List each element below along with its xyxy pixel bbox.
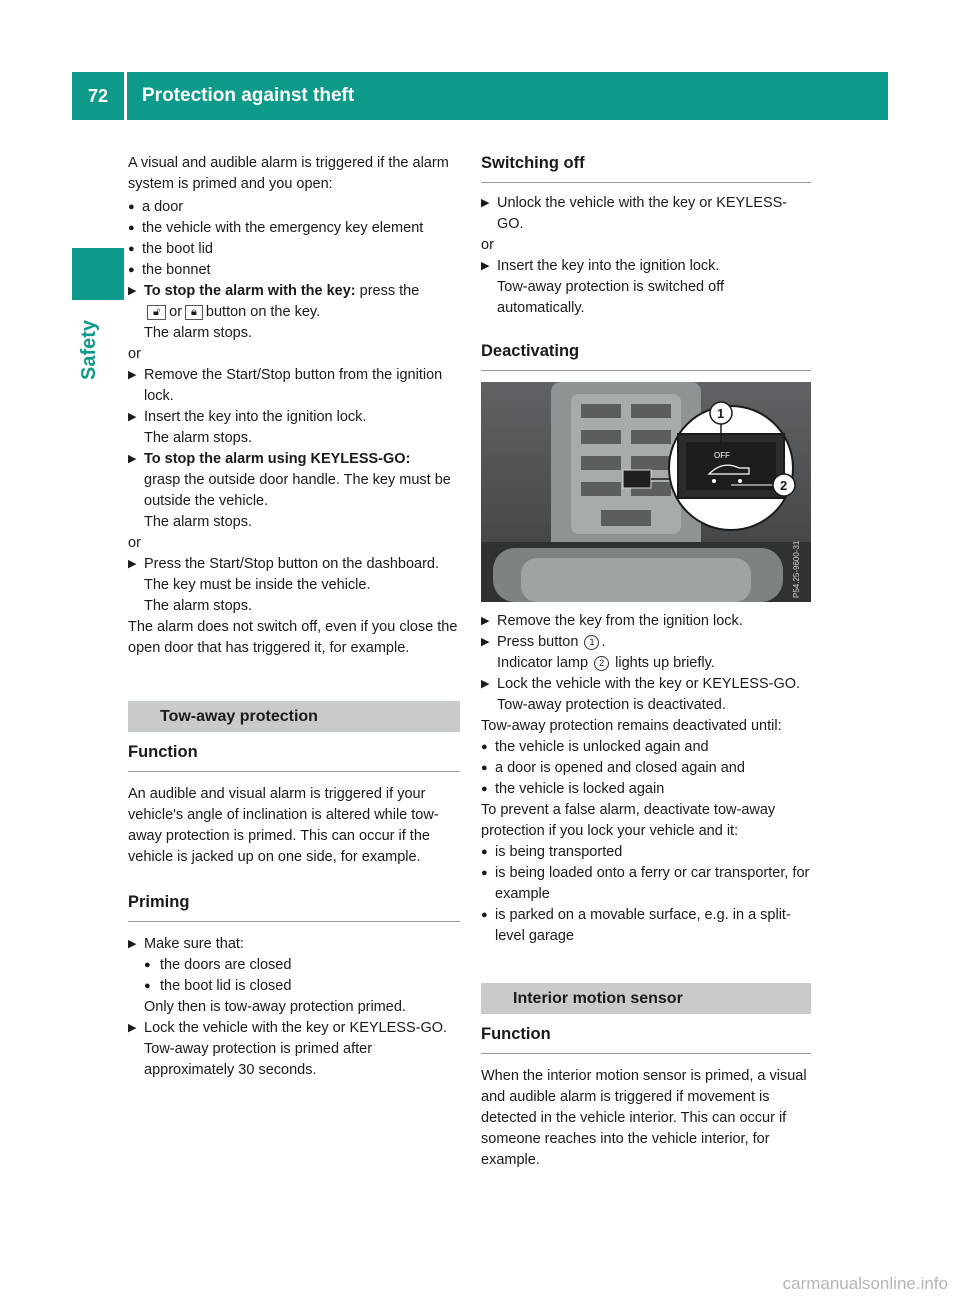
intro-text: A visual and audible alarm is triggered if the alarm system is primed and you open:: [128, 155, 449, 192]
step-arrow-icon: ▶: [128, 411, 137, 423]
side-section-label: Safety: [78, 319, 100, 380]
step-press-button: ▶ Press button 1 . Indicator lamp 2 lights up briefly.: [481, 632, 811, 674]
step-stop-keyless: ▶ To stop the alarm using KEYLESS-GO: grasp the outside door handle. The key must be outside the vehicle. The alarm stops.: [128, 449, 460, 533]
step-arrow-icon: ▶: [481, 678, 490, 690]
list-item: ● the vehicle is locked again: [481, 779, 811, 800]
step-arrow-icon: ▶: [128, 369, 137, 381]
step-arrow-icon: ▶: [481, 260, 490, 272]
step-insert-key: ▶ Insert the key into the ignition lock. Tow-away protection is switched off automatically.: [481, 256, 811, 319]
bullet-icon: ●: [144, 959, 151, 971]
bullet-icon: ●: [481, 846, 488, 858]
bullet-icon: ●: [128, 243, 135, 255]
list-item: ● the boot lid: [128, 239, 460, 260]
bullet-icon: ●: [481, 867, 488, 879]
step-arrow-icon: ▶: [481, 615, 490, 627]
step-remove-key: ▶ Remove the key from the ignition lock.: [481, 611, 811, 632]
step-arrow-icon: ▶: [128, 453, 137, 465]
heading-deactivating: Deactivating: [481, 341, 811, 371]
callout-2-icon: 2: [594, 656, 609, 671]
function-text: An audible and visual alarm is triggered if your vehicle's angle of inclination is altered while tow-away protection is primed. This can occur if the vehicle is jacked up on one side, for example.: [128, 786, 439, 865]
list-item: ● the vehicle with the emergency key element: [128, 218, 460, 239]
list-item: ● the doors are closed: [144, 955, 406, 976]
list-item: ● the bonnet: [128, 260, 460, 281]
step-lock-vehicle: ▶ Lock the vehicle with the key or KEYLESS-GO. Tow-away protection is deactivated.: [481, 674, 811, 716]
figure-off-label: OFF: [714, 451, 730, 460]
unlock-icon: 🔓︎: [147, 305, 166, 320]
step-arrow-icon: ▶: [128, 558, 137, 570]
callout-1-icon: 1: [584, 635, 599, 650]
list-item: ● is being loaded onto a ferry or car transporter, for example: [481, 863, 811, 905]
figure-code: P54.25-9600-31: [792, 540, 801, 598]
list-item: ● a door is opened and closed again and: [481, 758, 811, 779]
bullet-icon: ●: [481, 909, 488, 921]
or-text: or: [481, 237, 494, 253]
bullet-icon: ●: [481, 783, 488, 795]
step-remove-startstop: ▶ Remove the Start/Stop button from the ignition lock.: [128, 365, 460, 407]
callout-1-label: 1: [717, 406, 725, 421]
figure-overhead-control-panel: [481, 382, 811, 602]
page-number: 72: [87, 86, 109, 106]
list-item: ● a door: [128, 197, 460, 218]
lock-icon: 🔒︎: [185, 305, 203, 320]
heading-switching-off: Switching off: [481, 153, 811, 183]
step-arrow-icon: ▶: [128, 285, 137, 297]
step-press-startstop: ▶ Press the Start/Stop button on the dashboard. The key must be inside the vehicle. The alarm stops.: [128, 554, 460, 617]
list-item: ● the boot lid is closed: [144, 976, 406, 997]
or-text: or: [128, 535, 141, 551]
step-insert-key: ▶ Insert the key into the ignition lock. The alarm stops.: [128, 407, 460, 449]
step-arrow-icon: ▶: [481, 636, 490, 648]
bullet-icon: ●: [481, 762, 488, 774]
step-lock-vehicle: ▶ Lock the vehicle with the key or KEYLESS-GO. Tow-away protection is primed after approximately 30 seconds.: [128, 1018, 460, 1081]
list-item: ● is being transported: [481, 842, 811, 863]
left-column: [128, 153, 460, 1081]
remains-text: Tow-away protection remains deactivated until:: [481, 718, 782, 734]
bullet-icon: ●: [481, 741, 488, 753]
step-arrow-icon: ▶: [128, 1022, 137, 1034]
bullet-icon: ●: [128, 264, 135, 276]
section-header-towaway: Tow-away protection: [128, 701, 460, 732]
bullet-icon: ●: [128, 201, 135, 213]
heading-priming: Priming: [128, 892, 460, 922]
interior-text: When the interior motion sensor is primed, a visual and audible alarm is triggered if movement is detected in the vehicle interior. This can occur if someone reaches into the vehicle interior, for example.: [481, 1068, 807, 1168]
side-tab-marker: [72, 248, 124, 300]
page-title: Protection against theft: [142, 85, 355, 106]
note-text: The alarm does not switch off, even if you close the open door that has triggered it, for example.: [128, 619, 458, 656]
prevent-text: To prevent a false alarm, deactivate tow-away protection if you lock your vehicle and it:: [481, 802, 776, 839]
right-column: [481, 153, 811, 1171]
list-item: ● is parked on a movable surface, e.g. in a split-level garage: [481, 905, 811, 947]
step-make-sure: ▶ Make sure that: ● the doors are closed ● the boot lid is closed Only then is tow-away protection primed.: [128, 934, 460, 1018]
step-arrow-icon: ▶: [481, 197, 490, 209]
header-divider: [124, 72, 127, 120]
or-text: or: [128, 346, 141, 362]
callout-2-label: 2: [780, 478, 788, 493]
section-header-interior: Interior motion sensor: [481, 983, 811, 1014]
list-item: ● the vehicle is unlocked again and: [481, 737, 811, 758]
footer-watermark: carmanualsonline.info: [782, 1274, 948, 1293]
step-stop-with-key: ▶ To stop the alarm with the key: press the 🔓︎ or 🔒︎ button on the key. The alarm stops.: [128, 281, 460, 344]
step-arrow-icon: ▶: [128, 938, 137, 950]
heading-function: Function: [128, 742, 460, 772]
step-unlock-vehicle: ▶ Unlock the vehicle with the key or KEYLESS-GO.: [481, 193, 811, 235]
overhead-panel-illustration: [481, 382, 811, 602]
bullet-icon: ●: [144, 980, 151, 992]
heading-function: Function: [481, 1024, 811, 1054]
bullet-icon: ●: [128, 222, 135, 234]
